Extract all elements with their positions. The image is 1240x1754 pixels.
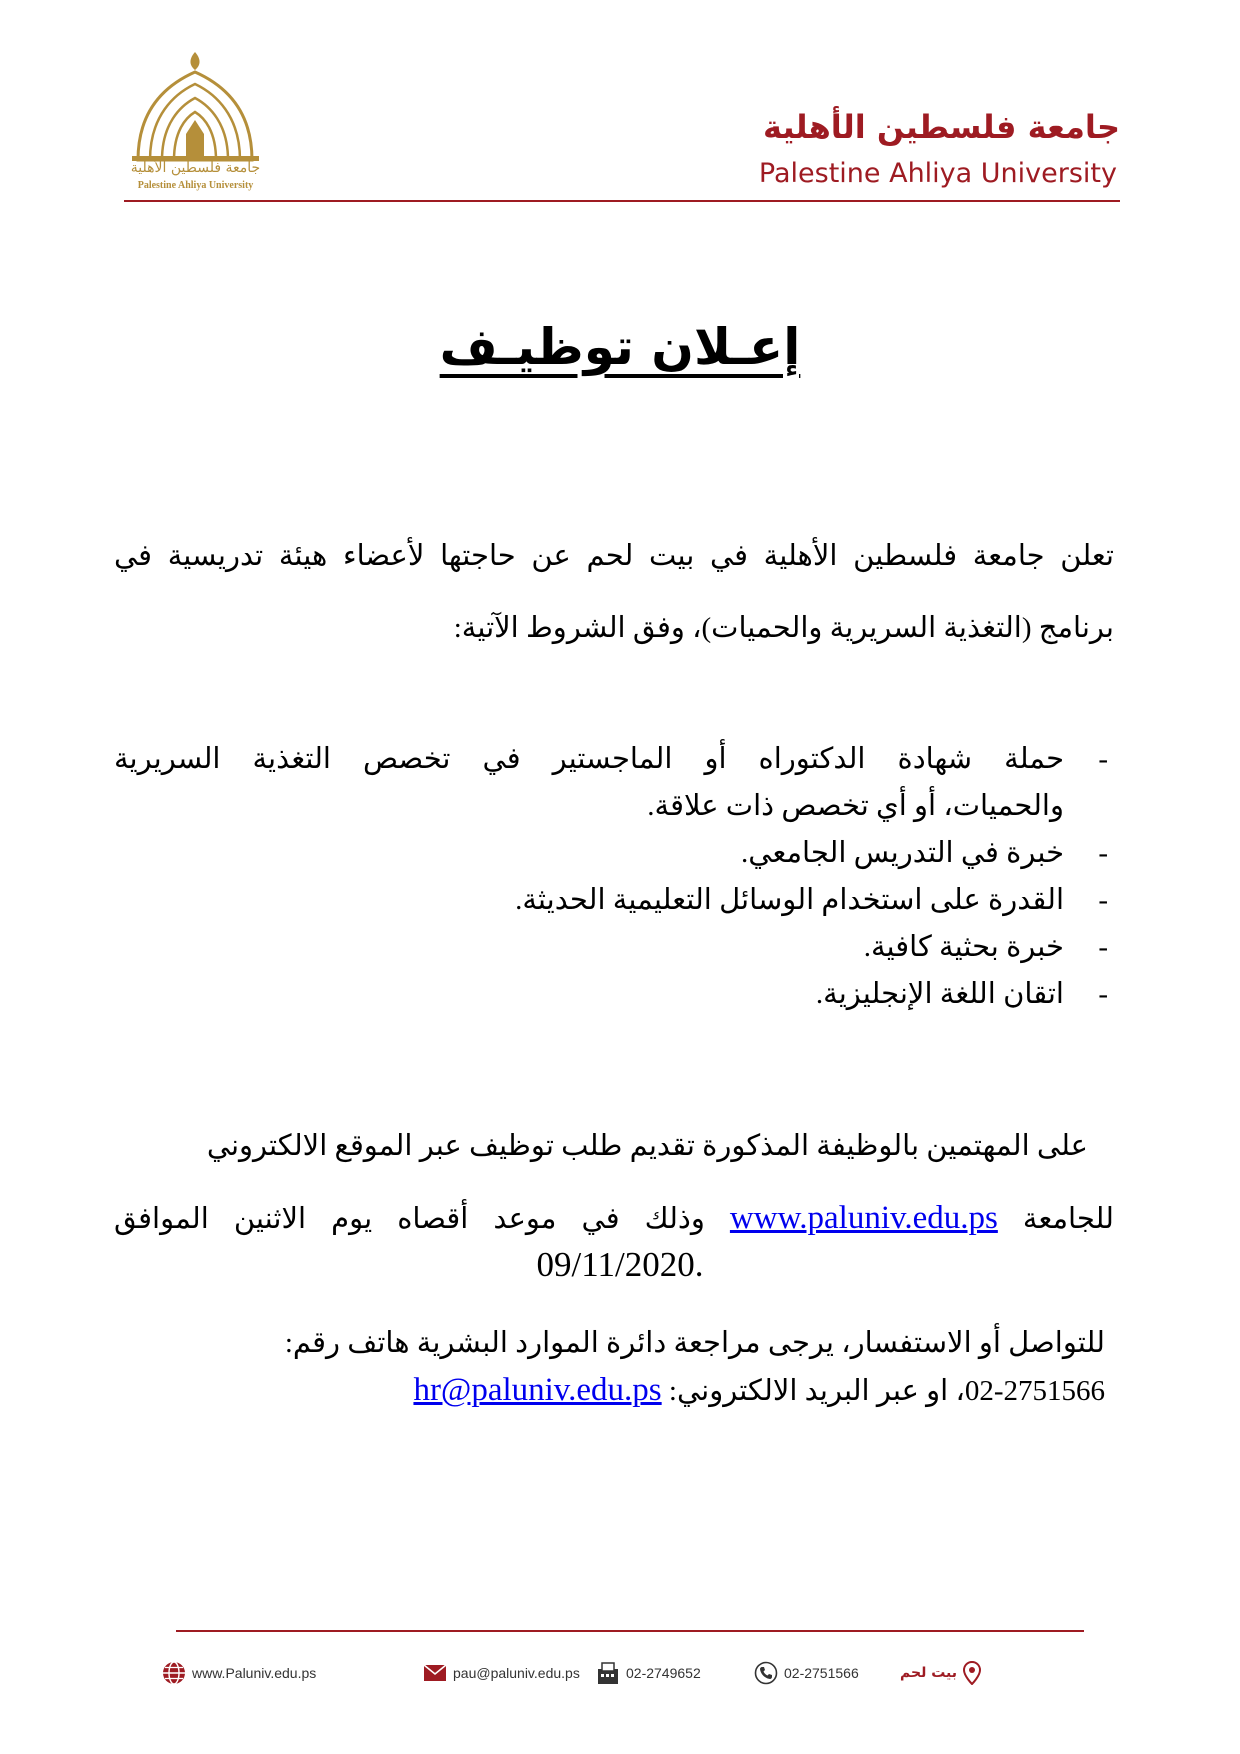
apply-prefix: للجامعة: [1022, 1203, 1114, 1235]
list-item: [114, 877, 1114, 924]
bullet-dash: -: [1098, 884, 1108, 916]
bullet-dash: -: [1098, 978, 1108, 1010]
deadline-date-text: 09/11/2020.: [536, 1245, 704, 1284]
logo-caption-arabic: جامعة فلسطين الأهلية: [130, 160, 261, 176]
bullet-dash: -: [1098, 837, 1108, 869]
contact-email-label: ، او عبر البريد الالكتروني:: [668, 1375, 965, 1407]
envelope-icon: [423, 1664, 447, 1682]
footer-phone-text: 02-2751566: [784, 1665, 859, 1681]
dome-logo-icon: [118, 48, 273, 170]
footer-location-text: بيت لحم: [900, 1665, 957, 1681]
announcement-title-wrap: [0, 318, 1240, 376]
requirements-list: [114, 736, 1114, 1018]
footer-contact-bar: [176, 1656, 1084, 1690]
hr-phone: 02-2751566: [964, 1375, 1105, 1407]
intro-line-2: برنامج (التغذية السريرية والحميات)، وفق الشروط الآتية:: [453, 612, 1114, 644]
footer-email[interactable]: [423, 1656, 580, 1690]
fax-machine-icon: [596, 1661, 620, 1685]
list-item-continuation: [114, 783, 1114, 830]
bullet-dash: -: [1098, 931, 1108, 963]
deadline-date: [0, 1245, 1240, 1285]
header-divider: [124, 200, 1120, 202]
requirement-text: اتقان اللغة الإنجليزية.: [815, 978, 1064, 1010]
requirement-text: خبرة بحثية كافية.: [863, 931, 1064, 963]
footer-phone: [754, 1656, 859, 1690]
apply-line-1: على المهتمين بالوظيفة المذكورة تقديم طلب توظيف عبر الموقع الالكتروني: [206, 1130, 1088, 1162]
list-item: [114, 736, 1114, 783]
requirement-text: حملة شهادة الدكتوراه أو الماجستير في تخصص التغذية السريرية: [114, 743, 1064, 775]
bullet-dash: -: [1098, 743, 1108, 775]
intro-paragraph: [114, 520, 1114, 664]
location-pin-icon: [963, 1661, 981, 1685]
university-logo: [118, 48, 273, 203]
footer-website-text: www.Paluniv.edu.ps: [192, 1665, 317, 1681]
contact-paragraph: [105, 1320, 1105, 1415]
requirement-text: القدرة على استخدام الوسائل التعليمية الحديثة.: [515, 884, 1064, 916]
requirement-continuation: والحميات، أو أي تخصص ذات علاقة.: [647, 790, 1064, 822]
footer-divider: [176, 1630, 1084, 1632]
phone-icon: [754, 1661, 778, 1685]
globe-icon: [162, 1661, 186, 1685]
announcement-title: إعـلان توظيـف: [439, 318, 801, 376]
university-name-english: Palestine Ahliya University: [758, 158, 1117, 189]
hr-email-link[interactable]: hr@paluniv.edu.ps: [413, 1372, 662, 1408]
logo-caption-english: Palestine Ahliya University: [137, 180, 254, 191]
list-item: [114, 971, 1114, 1018]
footer-website[interactable]: [162, 1656, 316, 1690]
intro-line-1: تعلن جامعة فلسطين الأهلية في بيت لحم عن حاجتها لأعضاء هيئة تدريسية في: [114, 540, 1114, 572]
footer-email-text: pau@paluniv.edu.ps: [453, 1665, 580, 1681]
apply-paragraph: [114, 1110, 1114, 1255]
university-name-arabic: جامعة فلسطين الأهلية: [763, 108, 1120, 146]
requirement-text: خبرة في التدريس الجامعي.: [741, 837, 1064, 869]
website-link[interactable]: www.paluniv.edu.ps: [729, 1200, 998, 1236]
footer-location: [900, 1656, 981, 1690]
list-item: [114, 830, 1114, 877]
apply-deadline-text: وذلك في موعد أقصاه يوم الاثنين الموافق: [114, 1203, 705, 1235]
footer-fax: [596, 1656, 701, 1690]
contact-line-1: للتواصل أو الاستفسار، يرجى مراجعة دائرة الموارد البشرية هاتف رقم:: [284, 1327, 1105, 1359]
footer-fax-text: 02-2749652: [626, 1665, 701, 1681]
contact-line-2: [105, 1367, 1105, 1415]
list-item: [114, 924, 1114, 971]
